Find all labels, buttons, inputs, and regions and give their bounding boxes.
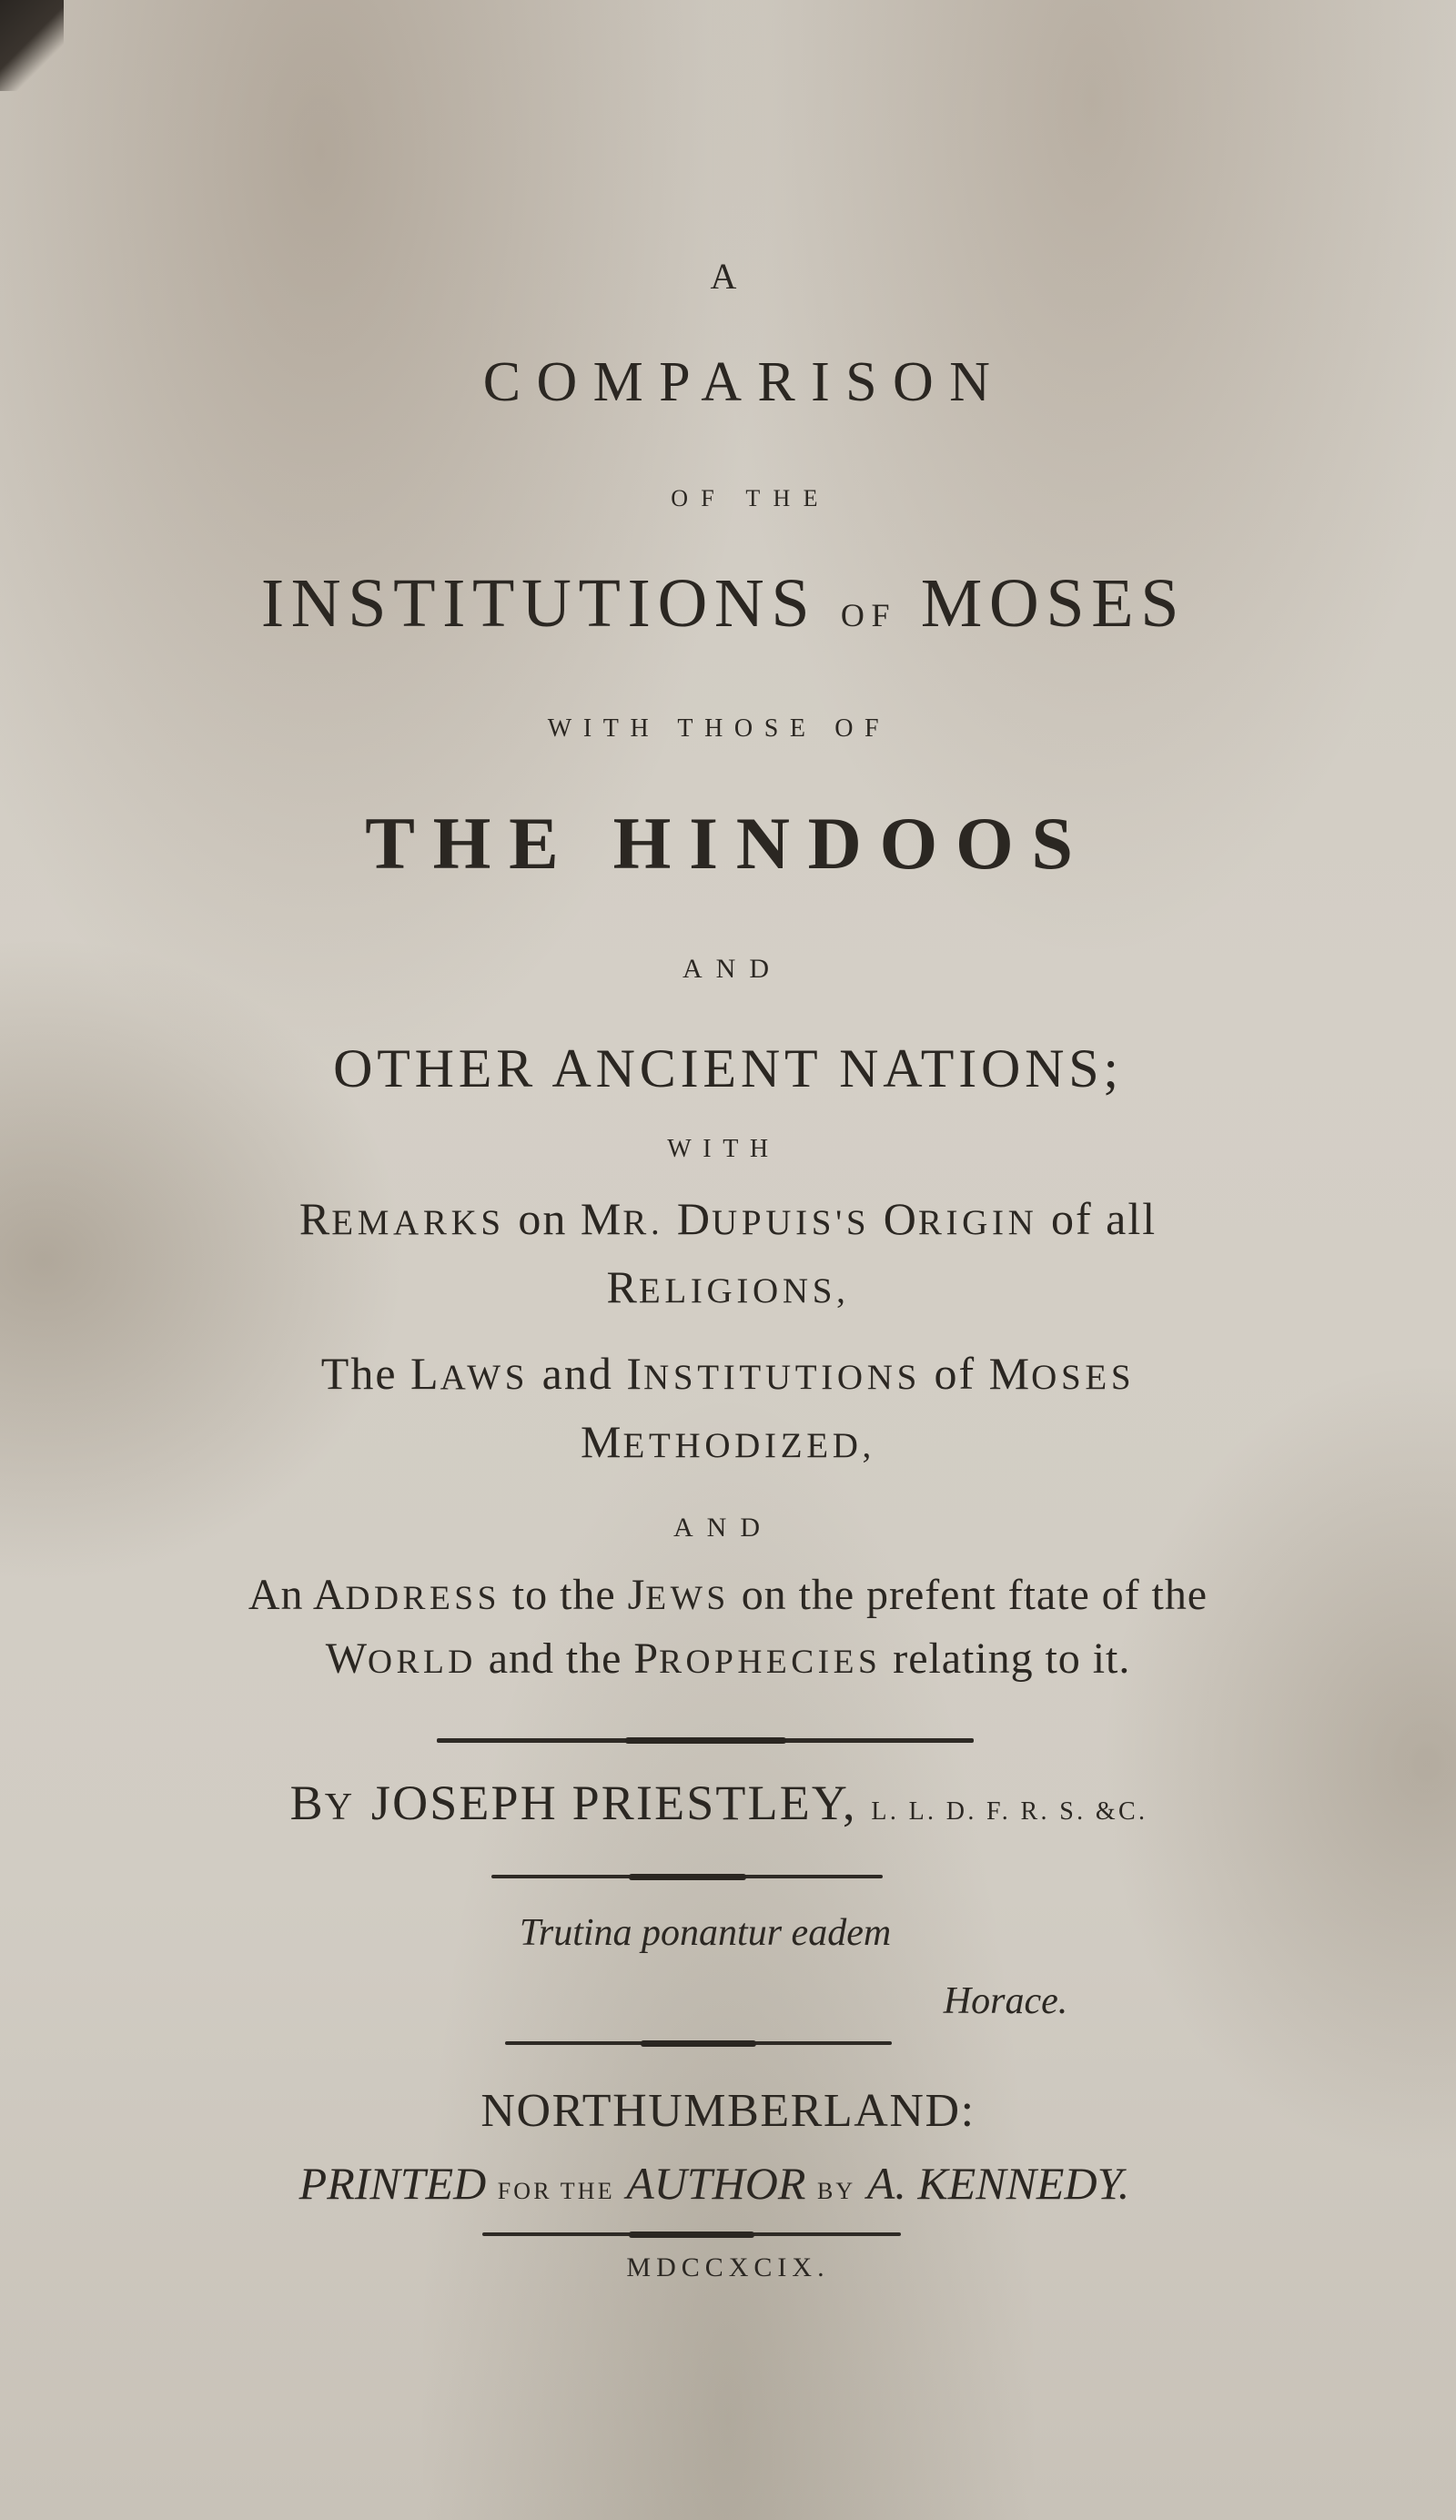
word-institutions: INSTITUTIONS [260,565,817,642]
cap-m: M [988,1348,1032,1399]
title-comparison: COMPARISON [482,351,1006,413]
smallcaps-emarks: EMARKS [331,1203,505,1242]
smallcaps-rophecies: ROPHECIES [659,1644,882,1681]
title-and-2: AND [673,1513,774,1543]
cap-b: B [289,1776,325,1830]
title-institutions-line [0,564,1451,643]
smallcaps-y: Y [324,1786,358,1828]
motto-source: Horace. [943,1980,1068,2022]
divider-rule-4 [482,2232,901,2236]
author-degrees: L. L. D. F. R. S. &C. [871,1797,1148,1826]
smallcaps-orld: ORLD [367,1644,477,1681]
laws-line-2 [0,1415,1456,1468]
word-author: AUTHOR [626,2158,806,2209]
smallcaps-eligions: ELIGIONS, [638,1271,850,1311]
printer-line [0,2157,1442,2210]
word-by: BY [816,2178,856,2204]
cap-j: J [627,1571,646,1619]
title-with-those-of: WITH THOSE OF [547,714,891,743]
smallcaps-aws: AWS [440,1358,530,1397]
smallcaps-r: R. [622,1203,664,1242]
cap-r: R [606,1261,639,1312]
word-and-the: and the [488,1634,622,1683]
cap-m: M [581,1416,623,1467]
remarks-line-2 [0,1260,1456,1313]
smallcaps-upuis: UPUIS'S [712,1203,871,1242]
word-and: and [541,1348,613,1399]
cap-a: A [312,1571,346,1619]
cap-p: P [633,1634,660,1683]
smallcaps-nstitutions: NSTITUTIONS [643,1358,921,1397]
smallcaps-ethodized: ETHODIZED, [622,1426,875,1465]
smallcaps-ddress: DDRESS [345,1580,500,1617]
author-line [0,1775,1447,1831]
title-the-hindoos: THE HINDOOS [365,802,1091,885]
title-article: A [710,256,737,297]
address-line-1 [0,1570,1456,1620]
cap-l: L [410,1348,440,1399]
word-printed: PRINTED [298,2158,487,2209]
word-the: The [320,1348,398,1399]
address-line-2 [0,1634,1456,1684]
cap-d: D [676,1193,713,1244]
word-of: OF [840,597,897,633]
word-on: on [518,1193,568,1244]
cap-o: O [883,1193,918,1244]
laws-line-1 [0,1347,1456,1400]
imprint-place: NORTHUMBERLAND: [480,2085,976,2137]
word-to-the: to the [511,1571,616,1619]
divider-rule-2 [491,1875,883,1878]
cap-w: W [325,1634,368,1683]
remarks-line-1 [0,1192,1456,1245]
word-an: An [248,1571,304,1619]
torn-corner [0,0,64,91]
word-of: of [934,1348,976,1399]
title-of-the: OF THE [671,485,831,511]
title-other-nations: OTHER ANCIENT NATIONS; [333,1038,1123,1098]
smallcaps-rigin: RIGIN [917,1203,1038,1242]
word-moses: MOSES [920,565,1187,642]
printer-name: A. KENNEDY. [866,2158,1130,2209]
word-for-the: FOR THE [497,2178,615,2204]
divider-rule-3 [505,2041,892,2045]
cap-i: I [626,1348,644,1399]
divider-rule-1 [437,1738,974,1743]
smallcaps-oses: OSES [1031,1358,1136,1397]
motto: Trutina ponantur eadem [519,1912,892,1954]
cap-r: R [298,1193,332,1244]
title-with: WITH [667,1135,780,1163]
smallcaps-ews: EWS [645,1580,730,1617]
title-and-1: AND [682,954,783,984]
author-name: JOSEPH PRIESTLEY, [370,1776,857,1830]
cap-m: M [580,1193,623,1244]
address-rest-2: relating to it. [893,1634,1131,1683]
imprint-date: MDCCXCIX. [626,2252,830,2282]
address-rest-1: on the prefent ftate of the [741,1571,1208,1619]
word-of-all: of all [1051,1193,1158,1244]
